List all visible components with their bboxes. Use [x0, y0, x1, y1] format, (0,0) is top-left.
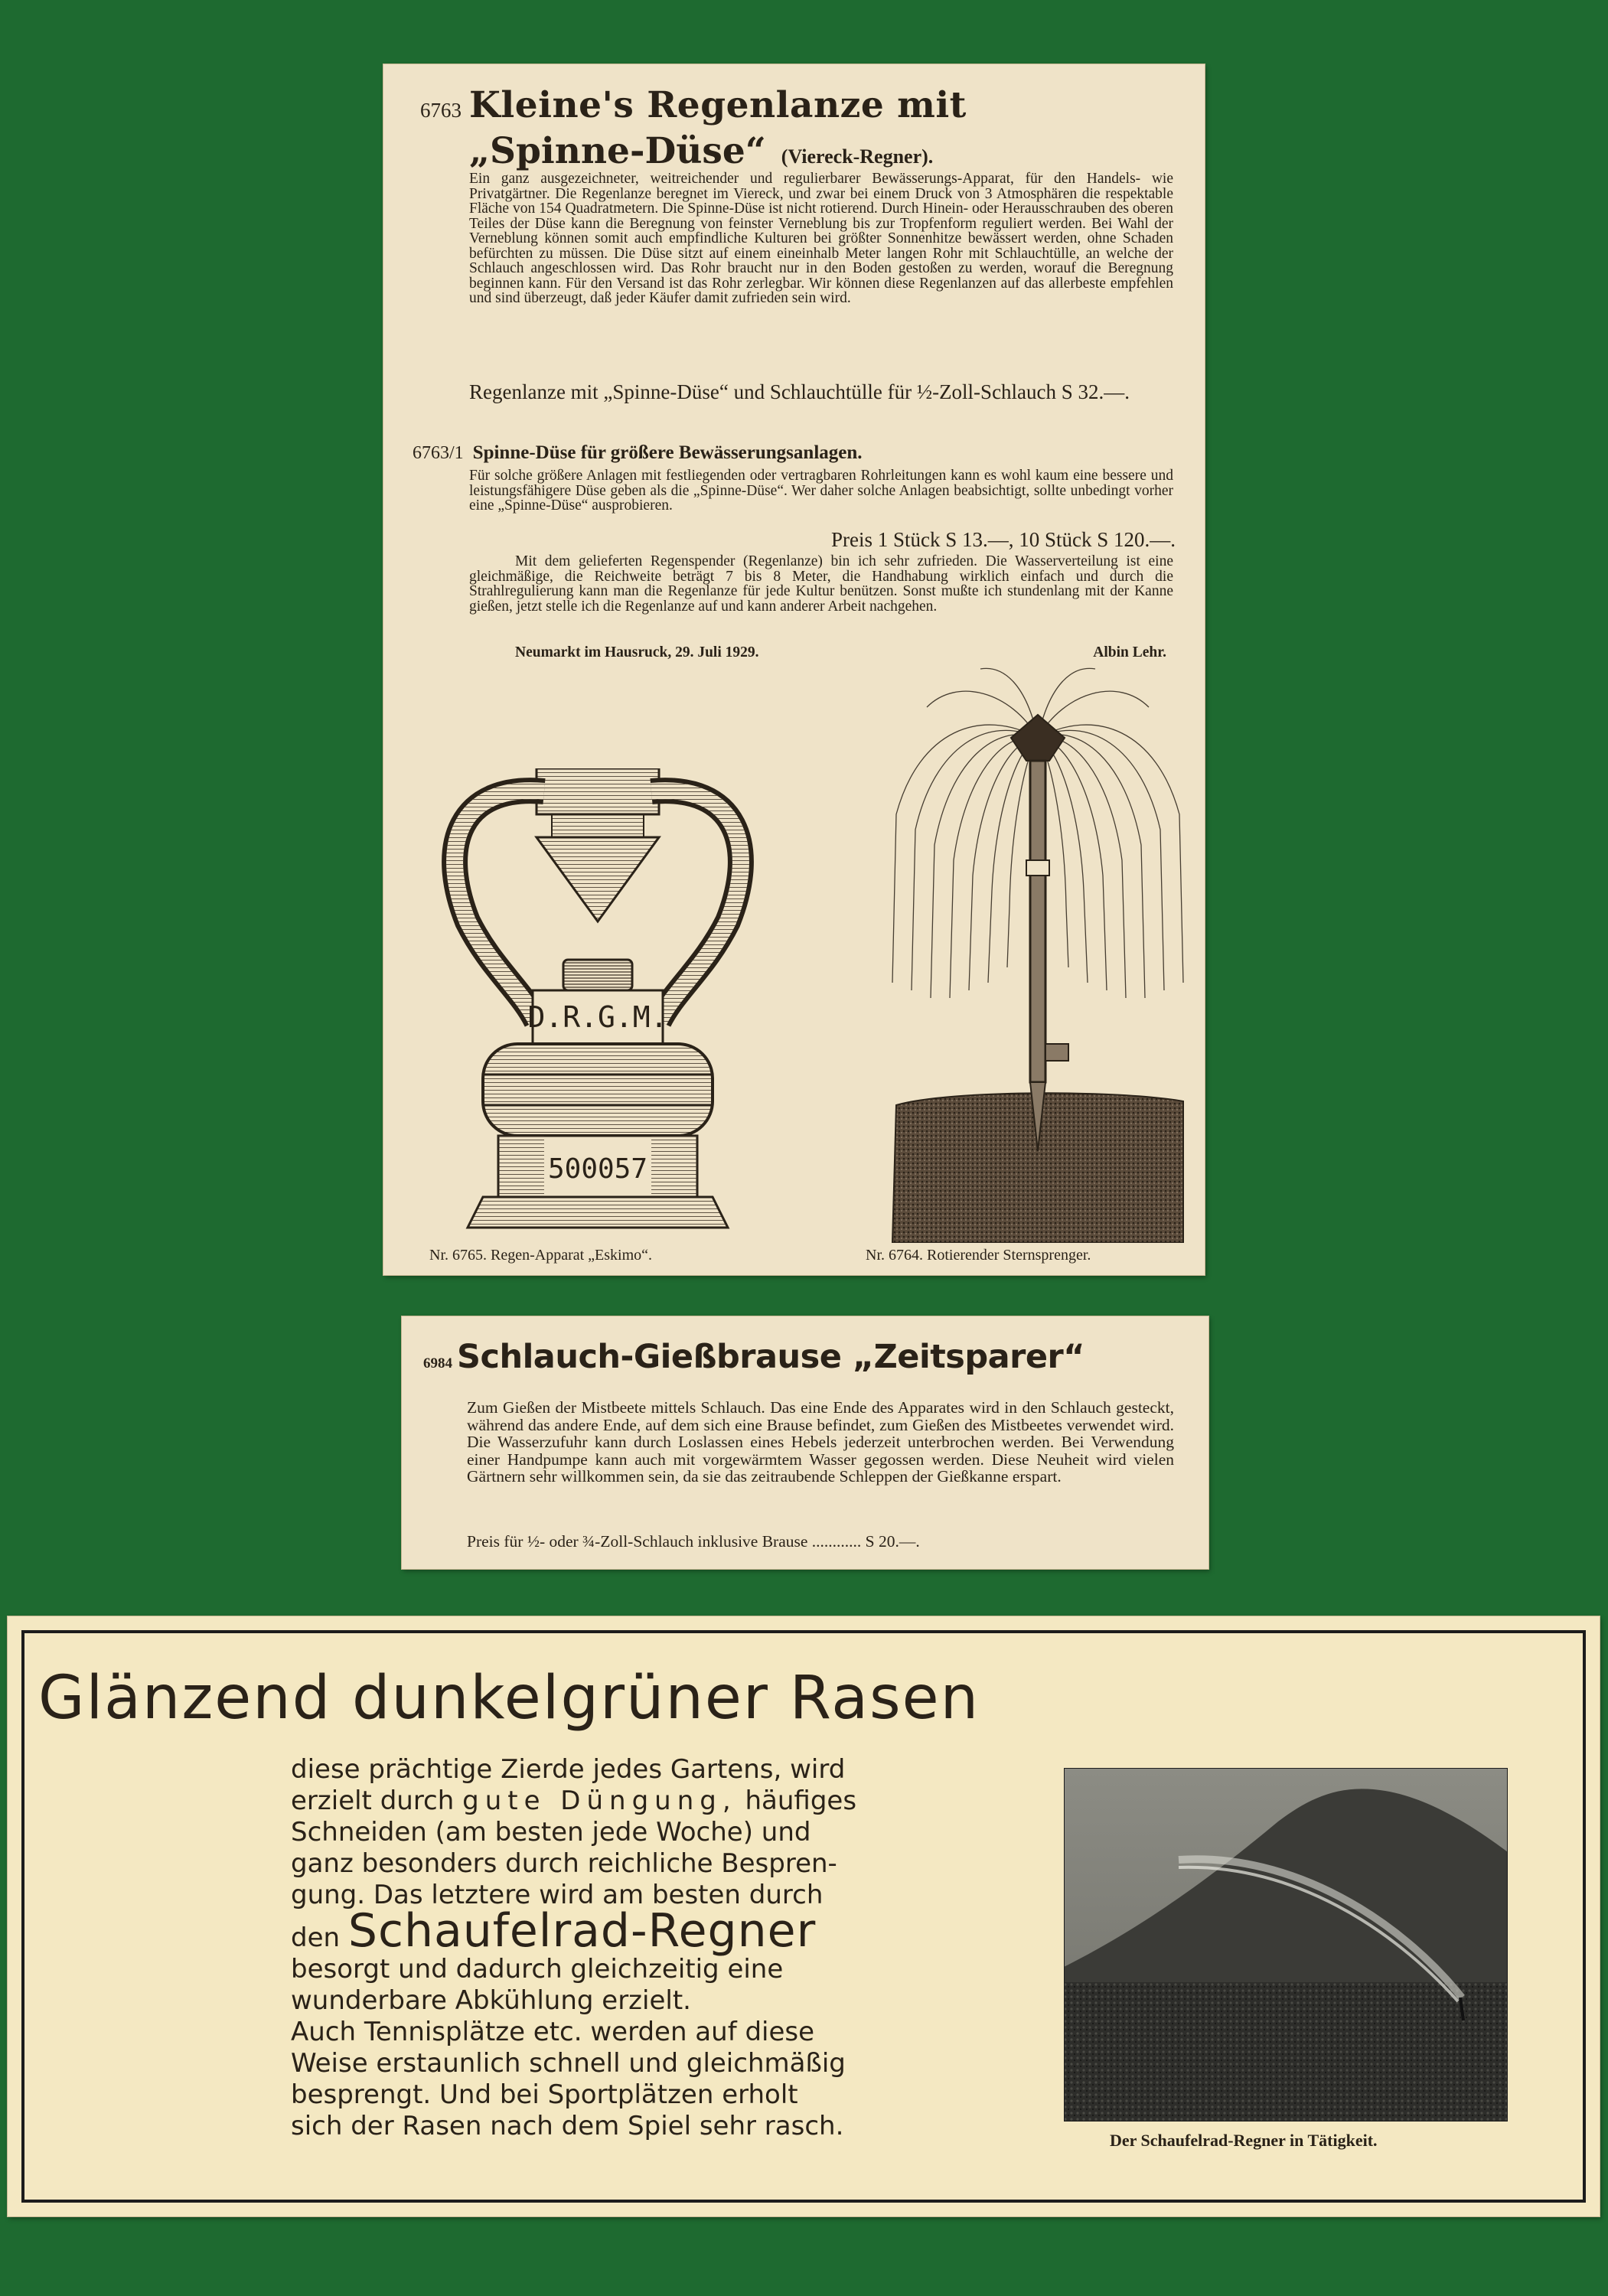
advert-line: gung. Das letztere wird am besten durch [291, 1880, 824, 1910]
advert-body [291, 1754, 1010, 2142]
advert-line: Auch Tennisplätze etc. werden auf diese [291, 2017, 815, 2047]
zeitsparer-price: Preis für ½- oder ¾-Zoll-Schlauch inklusive Brause ............ S 20.—. [467, 1532, 920, 1551]
sternsprenger-illustration [889, 661, 1187, 1243]
sub-description: Für solche größere Anlagen mit festliegenden oder vertragbaren Rohrleitungen kann es wohl kaum eine bessere und leistungsfähigere Düse geben als die „Spinne-Düse“. Wer daher solche Anlagen beabsichtigt, sollte unbedingt vorher eine „Spinne-Düse“ ausprobieren. [469, 468, 1173, 514]
title-text-1: Kleine's Regenlanze mit [469, 84, 967, 126]
clipping-regenlanze [383, 64, 1205, 1275]
order-line: Regenlanze mit „Spinne-Düse“ und Schlauchtülle für ½-Zoll-Schlauch S 32.—. [469, 380, 1130, 403]
advert-headline: Glänzend dunkelgrüner Rasen [38, 1664, 980, 1733]
testimonial-author: Albin Lehr. [1093, 644, 1166, 660]
advert-product-prefix: den [291, 1923, 341, 1953]
photo-caption: Der Schaufelrad-Regner in Tätigkeit. [1110, 2131, 1378, 2150]
advert-line: besprengt. Und bei Sportplätzen erholt [291, 2079, 798, 2110]
serial-marking: 500057 [547, 1153, 648, 1185]
clipping-rasen-advert [8, 1616, 1600, 2216]
testimonial-text: Mit dem gelieferten Regenspender (Regenlanze) bin ich sehr zufrieden. Die Wasserverteilung ist eine gleichmäßige, die Reichweite beträgt 7 bis 8 Meter, die Handhabung wirklich einfach und durch die Strahlregulierung kann man die Regenlanze für jede Kultur benützen. Sonst mußte ich stundenlang mit der Kanne gießen, jetzt stelle ich die Regenlanze auf und kann anderer Arbeit nachgehen. [469, 553, 1173, 615]
sub-heading [413, 442, 863, 464]
sub-title: Spinne-Düse für größere Bewässerungsanlagen. [472, 442, 863, 463]
figure-caption-sternsprenger: Nr. 6764. Rotierender Sternsprenger. [866, 1247, 1091, 1264]
advert-product-name: Schaufelrad-Regner [347, 1904, 817, 1958]
sub-article-number: 6763/1 [413, 443, 464, 463]
zeitsparer-heading [423, 1338, 1085, 1376]
advert-line: ganz besonders durch reichliche Bespren- [291, 1848, 837, 1879]
advert-line: besorgt und dadurch gleichzeitig eine [291, 1954, 784, 1985]
testimonial-place: Neumarkt im Hausruck, 29. Juli 1929. [515, 644, 759, 660]
advert-product-line [291, 1904, 1010, 1958]
zeitsparer-description: Zum Gießen der Mistbeete mittels Schlauch. Das eine Ende des Apparates wird in den Schlauch gesteckt, während das andere Ende, auf dem sich eine Brause befindet, zum Gießen des Mistbeetes verwendet wird. Die Wasserzufuhr kann durch Loslassen eines Hebels jederzeit unterbrochen werden. Bei Verwendung einer Handpumpe kann auch mit vorgewärmtem Wasser gegossen werden. Diese Neuheit wird vielen Gärtnern sehr willkommen sein, da sie das zeitraubende Schleppen der Gießkanne erspart. [467, 1398, 1174, 1486]
title-line-1 [420, 84, 967, 126]
zeitsparer-number: 6984 [423, 1355, 452, 1371]
eskimo-nozzle-illustration [429, 768, 766, 1243]
description-text: Ein ganz ausgezeichneter, weitreichender und regulierbarer Bewässerungs-Apparat, für den Handels- wie Privatgärtner. Die Regenlanze beregnet im Viereck, und zwar bei einem Druck von 3 Atmosphären die respektable Fläche von 154 Quadratmetern. Die Spinne-Düse ist nicht rotierend. Durch Hinein- oder Herausschrauben des oberen Teiles der Düse kann die Beregnung von feinster Verneblung bis zur Tropfenform reguliert werden. Bei Wahl der Verneblung können somit auch empfindliche Kulturen bei größter Sonnenhitze bewässert werden, ohne Schaden befürchten zu müssen. Die Düse sitzt auf einem eineinhalb Meter langen Rohr mit Schlauchtülle, an welche der Schlauch angeschlossen wird. Das Rohr braucht nur in den Boden gestoßen zu werden, worauf die Beregnung beginnen kann. Für den Versand ist das Rohr zerlegbar. Wir können diese Regenlanzen auf das allerbeste empfehlen und sind überzeugt, daß jeder Käufer damit zufrieden sein wird. [469, 171, 1173, 306]
advert-line: erzielt durch gute Düngung, häufiges [291, 1786, 857, 1816]
sub-price: Preis 1 Stück S 13.—, 10 Stück S 120.—. [830, 528, 1176, 551]
figure-caption-eskimo: Nr. 6765. Regen-Apparat „Eskimo“. [429, 1247, 653, 1264]
title-text-2: „Spinne-Düse“ [469, 130, 766, 172]
article-number: 6763 [420, 99, 462, 122]
zeitsparer-title: Schlauch-Gießbrause „Zeitsparer“ [457, 1338, 1085, 1376]
advert-line: sich der Rasen nach dem Spiel sehr rasch. [291, 2111, 844, 2141]
advert-line: Schneiden (am besten jede Woche) und [291, 1817, 811, 1848]
advert-line: wunderbare Abkühlung erzielt. [291, 1985, 691, 2016]
sprinkler-photo [1064, 1768, 1508, 2122]
title-subtitle: (Viereck-Regner). [781, 145, 934, 168]
drgm-marking: D.R.G.M. [527, 1000, 668, 1034]
title-line-2 [469, 130, 933, 172]
clipping-zeitsparer [402, 1316, 1208, 1569]
advert-line: diese prächtige Zierde jedes Gartens, wird [291, 1754, 846, 1785]
advert-line: Weise erstaunlich schnell und gleichmäßig [291, 2048, 846, 2079]
